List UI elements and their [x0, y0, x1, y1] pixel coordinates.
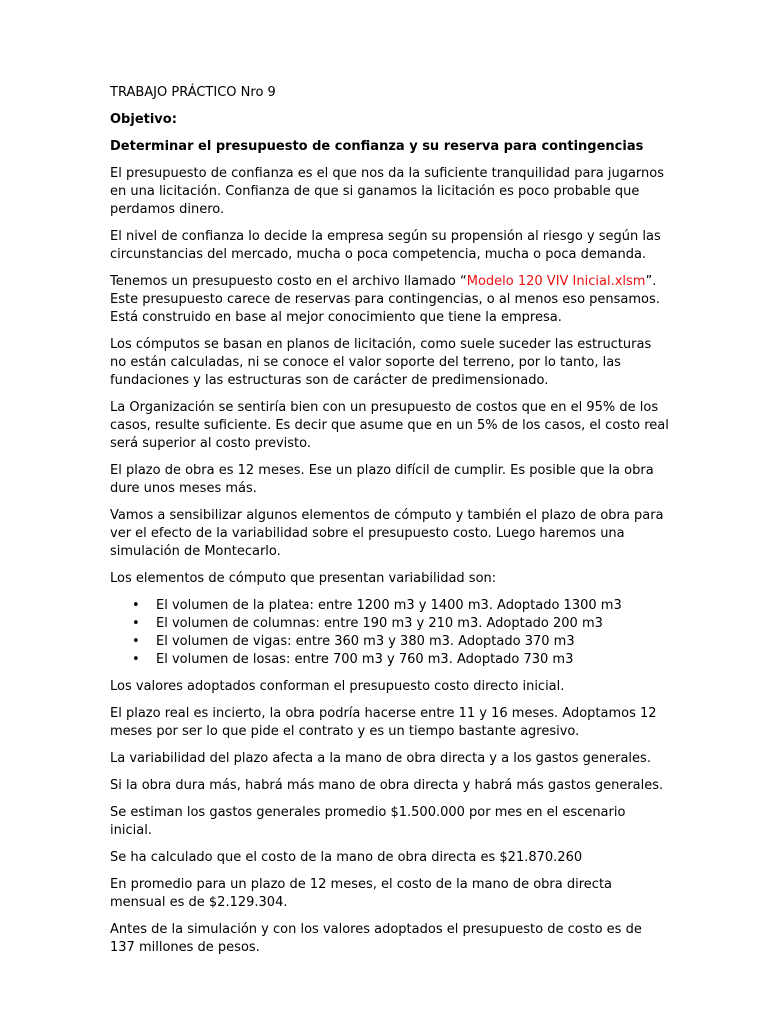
list-item-text: El volumen de columnas: entre 190 m3 y 210 m3. Adoptado 200 m3: [156, 616, 603, 631]
paragraph: Se estiman los gastos generales promedio $1.500.000 por mes en el escenario inicial.: [110, 805, 626, 838]
paragraph: El plazo de obra es 12 meses. Ese un plazo difícil de cumplir. Es posible que la obra dure unos meses más.: [110, 463, 654, 496]
document-page: [110, 84, 670, 966]
bullet-icon: •: [132, 652, 140, 667]
bullet-icon: •: [132, 616, 140, 631]
list-item: [110, 597, 670, 615]
paragraph: Si la obra dura más, habrá más mano de obra directa y habrá más gastos generales.: [110, 778, 664, 793]
objective-text: Determinar el presupuesto de confianza y su reserva para contingencias: [110, 139, 644, 154]
paragraph: Los valores adoptados conforman el presupuesto costo directo inicial.: [110, 679, 565, 694]
list-item-text: El volumen de vigas: entre 360 m3 y 380 m3. Adoptado 370 m3: [156, 634, 575, 649]
document-title: TRABAJO PRÁCTICO Nro 9: [110, 85, 276, 100]
objective-label: Objetivo:: [110, 112, 177, 127]
paragraph: Se ha calculado que el costo de la mano de obra directa es $21.870.260: [110, 850, 583, 865]
list-item: [110, 651, 670, 669]
paragraph: El plazo real es incierto, la obra podría hacerse entre 11 y 16 meses. Adoptamos 12 meses por ser lo que pide el contrato y es un tiempo bastante agresivo.: [110, 706, 657, 739]
bullet-list: [110, 597, 670, 669]
bullet-icon: •: [132, 598, 140, 613]
paragraph: El presupuesto de confianza es el que nos da la suficiente tranquilidad para jugarnos en una licitación. Confianza de que si ganamos la licitación es poco probable que perdamos dinero.: [110, 166, 665, 217]
file-paragraph-after: ”. Este presupuesto carece de reservas para contingencias, o al menos eso pensamos. Está construido en base al mejor conocimiento que tiene la empresa.: [110, 274, 660, 325]
paragraph: La Organización se sentiría bien con un presupuesto de costos que en el 95% de los casos, resulte suficiente. Es decir que asume que en un 5% de los casos, el costo real será superior al costo previsto.: [110, 400, 669, 451]
paragraph: Los cómputos se basan en planos de licitación, como suele suceder las estructuras no están calculadas, ni se conoce el valor soporte del terreno, por lo tanto, las fundaciones y las estructuras son de carácter de predimensionado.: [110, 337, 652, 388]
file-paragraph: [110, 273, 670, 327]
paragraph: El nivel de confianza lo decide la empresa según su propensión al riesgo y según las circunstancias del mercado, mucha o poca competencia, mucha o poca demanda.: [110, 229, 661, 262]
list-item: [110, 615, 670, 633]
list-item-text: El volumen de losas: entre 700 m3 y 760 m3. Adoptado 730 m3: [156, 652, 574, 667]
list-item-text: El volumen de la platea: entre 1200 m3 y 1400 m3. Adoptado 1300 m3: [156, 598, 622, 613]
paragraph: La variabilidad del plazo afecta a la mano de obra directa y a los gastos generales.: [110, 751, 651, 766]
paragraph: Vamos a sensibilizar algunos elementos de cómputo y también el plazo de obra para ver el efecto de la variabilidad sobre el presupuesto costo. Luego haremos una simulación de Montecarlo.: [110, 508, 664, 559]
file-name-link: Modelo 120 VIV Inicial.xlsm: [466, 274, 646, 289]
paragraph: Los elementos de cómputo que presentan variabilidad son:: [110, 571, 497, 586]
list-item: [110, 633, 670, 651]
paragraph: En promedio para un plazo de 12 meses, el costo de la mano de obra directa mensual es de $2.129.304.: [110, 877, 613, 910]
bullet-icon: •: [132, 634, 140, 649]
file-paragraph-before: Tenemos un presupuesto costo en el archivo llamado “: [110, 274, 467, 289]
paragraph: Antes de la simulación y con los valores adoptados el presupuesto de costo es de 137 millones de pesos.: [110, 922, 642, 955]
